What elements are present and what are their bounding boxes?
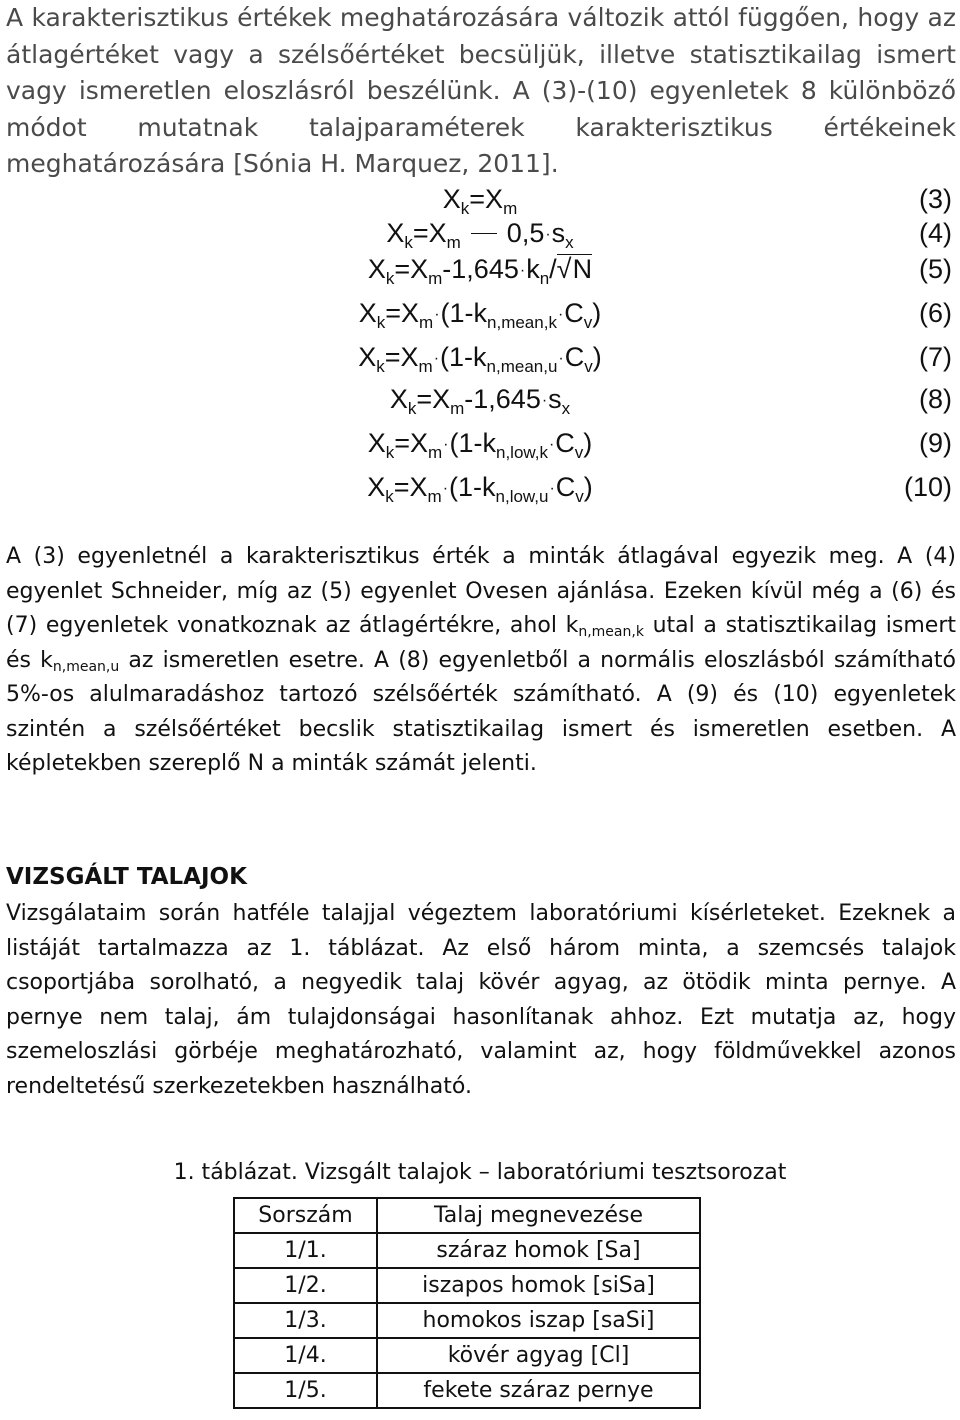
- eq-subscript: n,low,u: [495, 487, 549, 506]
- table-cell: 1/5.: [234, 1373, 377, 1408]
- eq-symbol: X: [386, 218, 405, 248]
- equation-9-formula: [0, 428, 960, 462]
- eq-symbol: /: [549, 254, 557, 284]
- eq-symbol: =X: [416, 384, 451, 414]
- section-heading: VIZSGÁLT TALAJOK: [6, 864, 247, 890]
- eq-symbol: ): [583, 472, 593, 502]
- equation-6-number: (6): [919, 298, 952, 328]
- multiplication-dot: ·: [558, 350, 564, 367]
- equation-4-number: (4): [919, 218, 952, 248]
- eq-symbol: C: [564, 298, 584, 328]
- equation-6-formula: [0, 298, 960, 332]
- multiplication-dot: ·: [519, 262, 526, 279]
- equation-10-formula: [0, 472, 960, 506]
- eq-symbol: X: [358, 342, 377, 372]
- explanation-text: utal a statisztikailag ismert és k: [6, 613, 956, 673]
- eq-subscript: v: [583, 313, 593, 332]
- eq-symbol: X: [442, 184, 461, 214]
- eq-symbol: X: [367, 428, 386, 458]
- eq-subscript: x: [561, 399, 571, 418]
- eq-subscript: k: [385, 269, 395, 288]
- eq-subscript: m: [428, 269, 443, 288]
- table-cell: kövér agyag [Cl]: [377, 1338, 700, 1373]
- eq-subscript: k: [460, 199, 470, 218]
- table-row: [234, 1268, 700, 1303]
- explanation-text: az ismeretlen esetre. A (8) egyenletből a normális eloszlásból számítható 5%-os alulmaradáshoz tartozó szélsőérték számítható. A (9) és (10) egyenletek szintén a szélsőértéket becslik statisztikailag ismert és ismeretlen esetben. A képletekben szereplő N a minták számát jelenti.: [6, 647, 957, 776]
- eq-symbol: C: [564, 342, 585, 372]
- eq-subscript: v: [575, 487, 584, 506]
- eq-coefficient: -1,645: [442, 254, 519, 284]
- table-cell: homokos iszap [saSi]: [377, 1303, 700, 1338]
- minus-sign: [471, 233, 497, 234]
- eq-subscript: k: [385, 487, 394, 506]
- eq-subscript: k: [376, 313, 386, 332]
- eq-subscript: n,mean,k: [487, 313, 557, 332]
- equation-10: [0, 468, 960, 508]
- eq-symbol: ): [583, 428, 593, 458]
- eq-symbol: (1-k: [449, 428, 496, 458]
- table-cell: fekete száraz pernye: [377, 1373, 700, 1408]
- eq-subscript: m: [450, 399, 465, 418]
- eq-symbol: =X: [385, 298, 420, 328]
- explanation-subscript: n,mean,k: [578, 624, 644, 640]
- eq-symbol: C: [555, 428, 575, 458]
- equation-5-number: (5): [919, 254, 952, 284]
- equation-7-formula: [0, 342, 960, 376]
- eq-subscript: x: [565, 233, 574, 252]
- eq-subscript: n: [539, 269, 550, 288]
- eq-subscript: m: [503, 199, 518, 218]
- explanation-subscript: n,mean,u: [52, 658, 120, 675]
- eq-symbol: =X: [412, 218, 447, 248]
- table-cell: 1/1.: [234, 1233, 377, 1268]
- explanation-paragraph: [6, 540, 956, 782]
- eq-symbol: =X: [394, 428, 428, 458]
- eq-subscript: v: [574, 443, 584, 462]
- table-row: [234, 1338, 700, 1373]
- multiplication-dot: ·: [541, 392, 548, 409]
- eq-subscript: m: [427, 443, 443, 462]
- eq-subscript: m: [418, 357, 433, 376]
- equation-7-number: (7): [919, 342, 952, 372]
- eq-coefficient: 0,5: [506, 218, 545, 248]
- multiplication-dot: ·: [433, 350, 440, 367]
- equation-9: [0, 424, 960, 464]
- eq-subscript: k: [385, 443, 395, 462]
- equation-5: [0, 250, 960, 290]
- table-row: [234, 1233, 700, 1268]
- eq-symbol: ): [592, 298, 602, 328]
- table-header-row: [234, 1198, 700, 1233]
- eq-symbol: C: [555, 472, 576, 502]
- eq-symbol: k: [526, 254, 540, 284]
- eq-symbol: ): [592, 342, 602, 372]
- table-cell: száraz homok [Sa]: [377, 1233, 700, 1268]
- equation-8-formula: [0, 384, 960, 418]
- eq-symbol: s: [551, 218, 566, 248]
- eq-symbol: s: [548, 384, 562, 414]
- eq-symbol: =X: [393, 472, 428, 502]
- equation-8: [0, 380, 960, 420]
- multiplication-dot: ·: [557, 306, 564, 323]
- eq-symbol: N: [572, 254, 593, 284]
- column-header: Sorszám: [234, 1198, 377, 1233]
- table-cell: iszapos homok [siSa]: [377, 1268, 700, 1303]
- table-cell: 1/3.: [234, 1303, 377, 1338]
- eq-symbol: X: [367, 254, 386, 284]
- equation-10-number: (10): [903, 472, 952, 502]
- eq-symbol: (1-k: [440, 342, 487, 372]
- equation-5-formula: [0, 254, 960, 288]
- square-root: [557, 254, 593, 283]
- intro-paragraph: A karakterisztikus értékek meghatározására változik attól függően, hogy az átlagértéket vagy a szélsőértéket becsüljük, illetve statisztikailag ismert vagy ismeretlen eloszlásról beszélünk. A (3)-(10) egyenletek 8 különböző módot mutatnak talajparaméterek karakterisztikus értékeinek meghatározására [Sónia H. Marquez, 2011].: [6, 3, 956, 178]
- eq-symbol: =X: [394, 254, 429, 284]
- eq-subscript: m: [419, 313, 434, 332]
- table-row: [234, 1373, 700, 1408]
- equation-7: [0, 338, 960, 378]
- eq-subscript: k: [404, 233, 413, 252]
- equation-3-number: (3): [919, 184, 952, 214]
- soil-table: [233, 1197, 701, 1409]
- eq-subscript: k: [407, 399, 417, 418]
- table-cell: 1/4.: [234, 1338, 377, 1373]
- multiplication-dot: ·: [549, 480, 555, 497]
- explanation-text: A (3) egyenletnél a karakterisztikus érték a minták átlagával egyezik meg. A (4) egyenlet Schneider, míg az (5) egyenlet Ovesen ajánlása. Ezeken kívül még a (6) és (7) egyenletek vonatkoznak az átlagértékre, ahol k: [6, 544, 956, 638]
- equation-3-formula: [0, 184, 960, 218]
- eq-symbol: X: [358, 298, 377, 328]
- eq-subscript: n,mean,u: [486, 357, 558, 376]
- eq-subscript: k: [376, 357, 385, 376]
- equation-4: [0, 214, 960, 254]
- eq-symbol: X: [367, 472, 386, 502]
- multiplication-dot: ·: [443, 436, 449, 453]
- table-cell: 1/2.: [234, 1268, 377, 1303]
- multiplication-dot: ·: [442, 480, 449, 497]
- sqrt-icon: √: [556, 254, 572, 284]
- multiplication-dot: ·: [548, 436, 555, 453]
- multiplication-dot: ·: [434, 306, 440, 323]
- eq-symbol: (1-k: [440, 298, 488, 328]
- multiplication-dot: ·: [545, 226, 551, 243]
- table-caption: 1. táblázat. Vizsgált talajok – laboratóriumi tesztsorozat: [173, 1160, 787, 1185]
- eq-symbol: X: [389, 384, 408, 414]
- eq-symbol: =X: [469, 184, 504, 214]
- equation-4-formula: [0, 218, 960, 252]
- column-header: Talaj megnevezése: [377, 1198, 700, 1233]
- equation-8-number: (8): [919, 384, 952, 414]
- equation-9-number: (9): [919, 428, 952, 458]
- eq-subscript: n,low,k: [495, 443, 548, 462]
- eq-subscript: v: [584, 357, 593, 376]
- eq-coefficient: -1,645: [464, 384, 541, 414]
- section-body: Vizsgálataim során hatféle talajjal végeztem laboratóriumi kísérleteket. Ezeknek a listáját tartalmazza az 1. táblázat. Az első három minta, a szemcsés talajok csoportjába sorolható, a negyedik talaj kövér agyag, az ötödik minta pernye. A pernye nem talaj, ám tulajdonságai hasonlítanak ahhoz. Ezt mutatja az, hogy szemeloszlási görbéje meghatározható, valamint az, hogy földművekkel azonos rendeltetésű szerkezetekben használható.: [6, 901, 956, 1099]
- equation-6: [0, 294, 960, 334]
- eq-symbol: =X: [384, 342, 419, 372]
- eq-subscript: m: [446, 233, 461, 252]
- eq-subscript: m: [427, 487, 442, 506]
- table-row: [234, 1303, 700, 1338]
- eq-symbol: (1-k: [449, 472, 496, 502]
